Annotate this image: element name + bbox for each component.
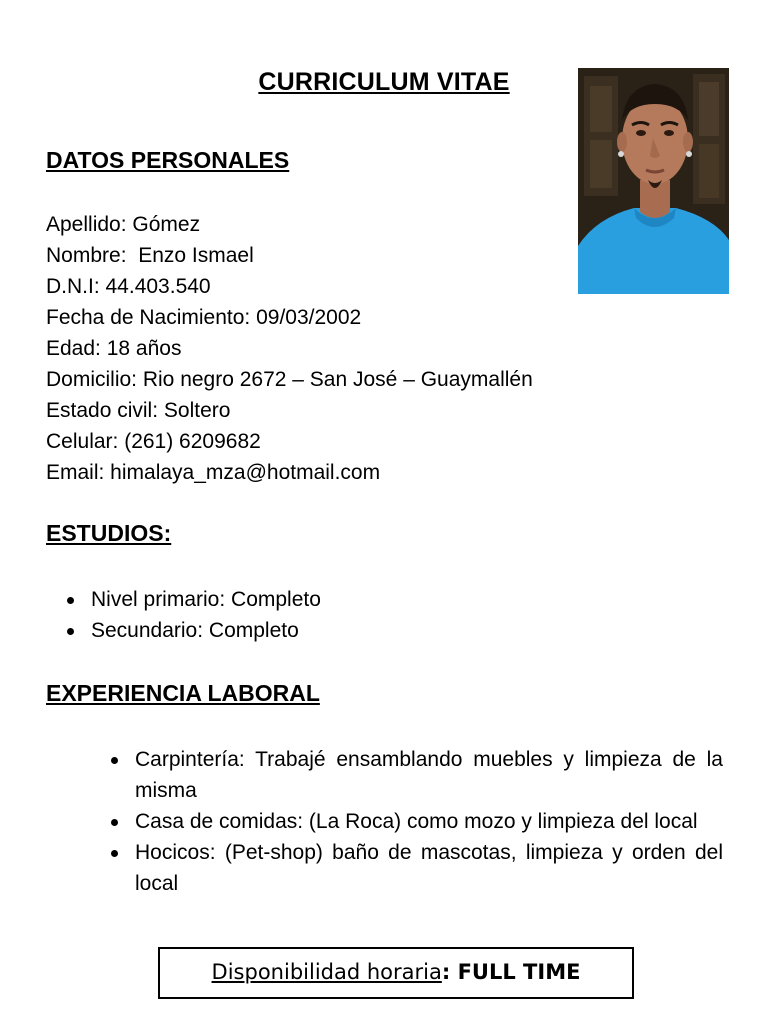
availability-label: Disponibilidad horaria bbox=[211, 960, 442, 984]
info-line-name: Nombre: Enzo Ismael bbox=[46, 244, 254, 267]
info-line-dni: D.N.I: 44.403.540 bbox=[46, 275, 211, 298]
studies-list bbox=[64, 584, 321, 646]
info-line-age: Edad: 18 años bbox=[46, 337, 182, 360]
section-heading-personal: DATOS PERSONALES bbox=[46, 147, 290, 173]
study-item-secondary: Secundario: Completo bbox=[64, 615, 321, 646]
availability-value: FULL TIME bbox=[457, 960, 581, 984]
info-line-email: Email: himalaya_mza@hotmail.com bbox=[46, 461, 381, 484]
info-line-phone: Celular: (261) 6209682 bbox=[46, 430, 261, 453]
availability-separator: : bbox=[441, 960, 458, 984]
personal-info-list bbox=[46, 209, 533, 488]
info-line-birthdate: Fecha de Nacimiento: 09/03/2002 bbox=[46, 306, 362, 329]
experience-list bbox=[108, 744, 723, 899]
profile-photo bbox=[578, 68, 729, 294]
section-heading-studies: ESTUDIOS: bbox=[46, 520, 172, 546]
experience-item-carpentry: Carpintería: Trabajé ensamblando muebles y limpieza de la misma bbox=[108, 744, 723, 806]
info-line-address: Domicilio: Rio negro 2672 – San José – Guaymallén bbox=[46, 368, 533, 391]
section-heading-experience: EXPERIENCIA LABORAL bbox=[46, 680, 320, 706]
experience-item-petshop: Hocicos: (Pet-shop) baño de mascotas, limpieza y orden del local bbox=[108, 837, 723, 899]
info-line-surname: Apellido: Gómez bbox=[46, 213, 201, 236]
info-line-civil-status: Estado civil: Soltero bbox=[46, 399, 231, 422]
cv-title: CURRICULUM VITAE bbox=[258, 68, 510, 96]
study-item-primary: Nivel primario: Completo bbox=[64, 584, 321, 615]
availability-box bbox=[158, 947, 634, 999]
experience-item-restaurant: Casa de comidas: (La Roca) como mozo y limpieza del local bbox=[108, 806, 723, 837]
